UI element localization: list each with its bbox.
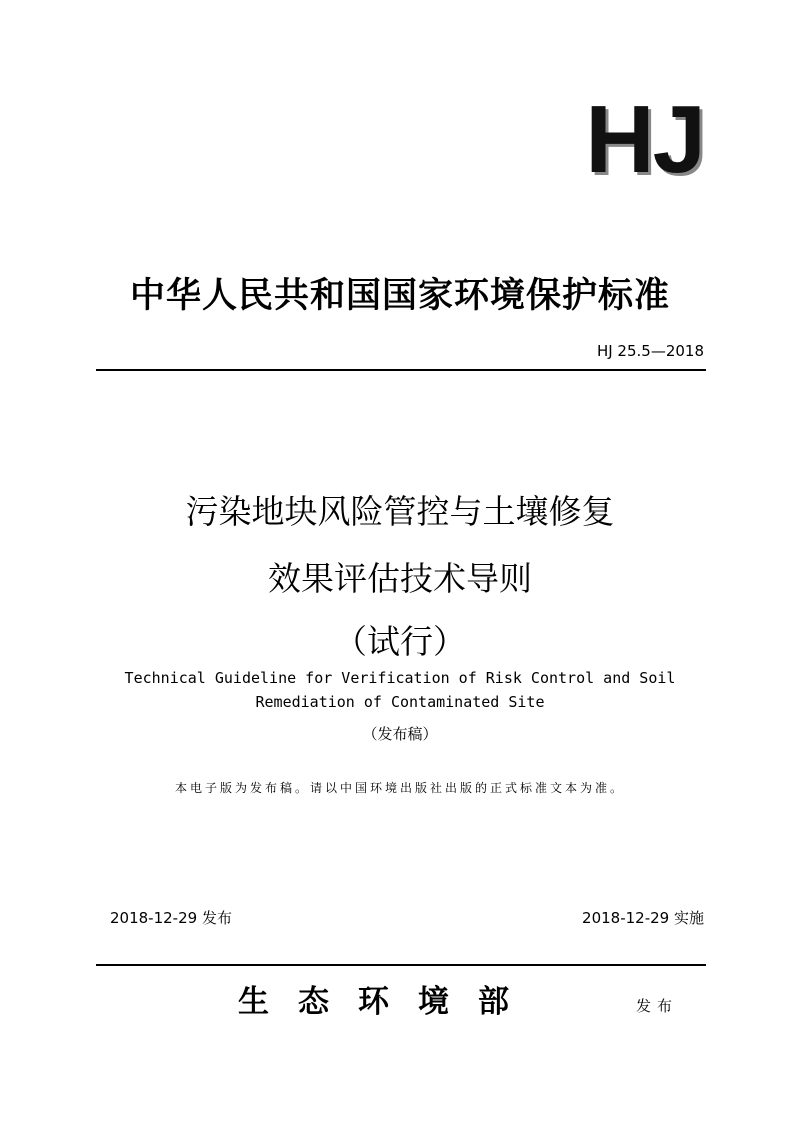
effective-date: 2018-12-29 实施 — [582, 909, 704, 927]
publish-label: 发布 — [636, 997, 679, 1015]
draft-label: （发布稿） — [362, 725, 438, 743]
standard-number: HJ 25.5—2018 — [596, 342, 704, 360]
bottom-divider — [96, 964, 706, 966]
english-title-line-2: Remediation of Contaminated Site — [255, 693, 545, 711]
top-divider — [96, 369, 706, 371]
hj-logo: HJ — [585, 86, 704, 193]
english-title-line-1: Technical Guideline for Verification of Risk Control and Soil — [124, 669, 676, 687]
release-date: 2018-12-29 发布 — [110, 909, 232, 927]
document-title-line-3: （试行） — [334, 622, 466, 661]
document-title-line-1: 污染地块风险管控与土壤修复 — [185, 492, 615, 531]
electronic-version-notice: 本电子版为发布稿。请以中国环境出版社出版的正式标准文本为准。 — [174, 781, 625, 795]
issuing-ministry: 生态环境部 — [238, 984, 538, 1020]
document-title-line-2: 效果评估技术导则 — [268, 559, 532, 598]
standard-category-title: 中华人民共和国国家环境保护标准 — [129, 275, 670, 316]
